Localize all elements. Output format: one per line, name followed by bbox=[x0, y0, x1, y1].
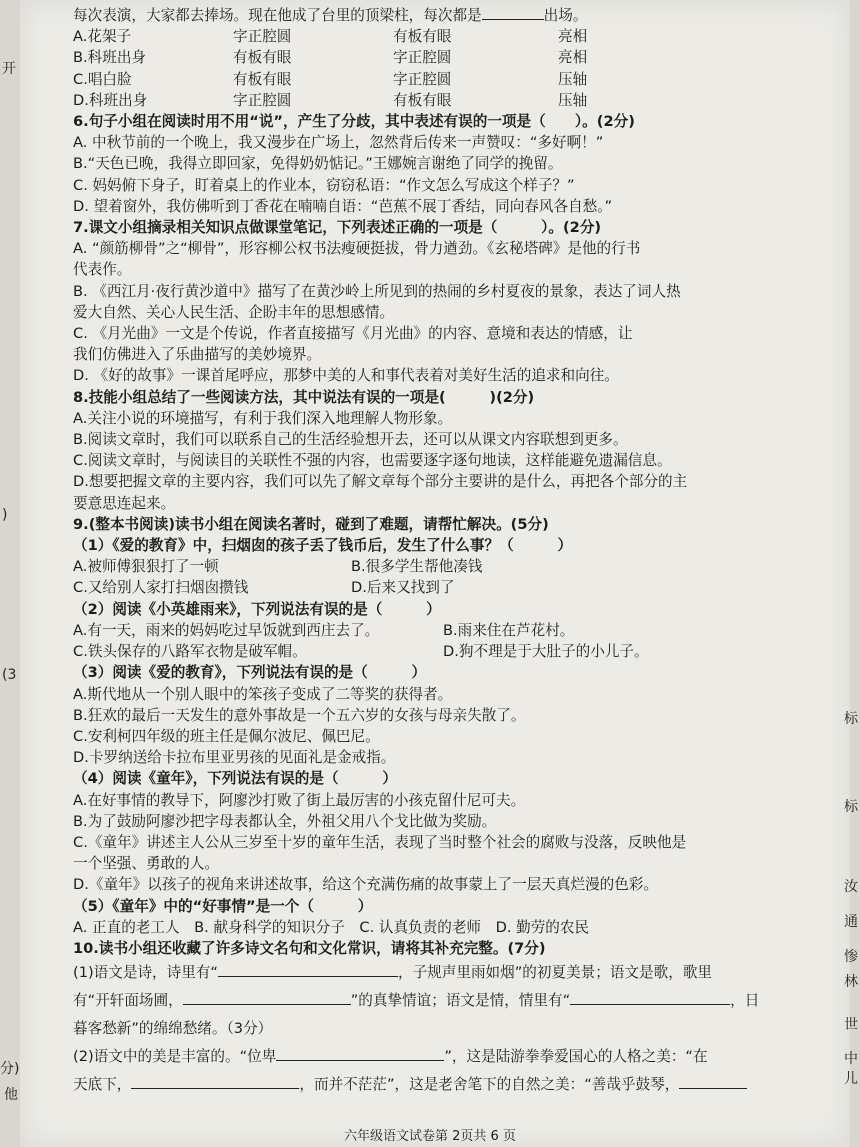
option-d-cont: 要意思连起来。 bbox=[73, 494, 176, 512]
option-c: C. 《月光曲》一文是个传说，作者直接描写《月光曲》的内容、意境和表达的情感，让 bbox=[73, 325, 633, 343]
option-d: D. 望着窗外，我仿佛听到丁香花在喃喃自语：“芭蕉不展丁香结，同向春风各自愁。” bbox=[73, 197, 613, 215]
margin-char: 儿 bbox=[844, 1071, 858, 1087]
option-row: A. 正直的老工人 B. 献身科学的知识分子 C. 认真负责的老师 D. 勤劳的农民 bbox=[73, 918, 590, 936]
margin-char: 标 bbox=[844, 799, 858, 815]
margin-char: 开 bbox=[2, 61, 16, 77]
option-b: B.阅读文章时，我们可以联系自己的生活经验想开去，还可以从课文内容联想到更多。 bbox=[73, 431, 628, 449]
answer-blank[interactable] bbox=[183, 989, 351, 1005]
option-c: C. 妈妈俯下身子，盯着桌上的作业本，窃窃私语：“作文怎么写成这个样子？” bbox=[73, 176, 575, 194]
question-9-5: （5）《童年》中的“好事情”是一个（ ） bbox=[73, 897, 373, 915]
option-row: A.有一天，雨来的妈妈吃过早饭就到西庄去了。 B.雨来住在芦花村。 bbox=[73, 621, 575, 639]
option-a: A. 中秋节前的一个晚上，我又漫步在广场上，忽然背后传来一声赞叹：“多好啊！” bbox=[73, 134, 604, 152]
page-footer: 六年级语文试卷第 2页共 6 页 bbox=[344, 1129, 516, 1144]
question-9-3: （3）阅读《爱的教育》，下列说法有误的是（ ） bbox=[73, 664, 427, 682]
margin-char: 世 bbox=[844, 1017, 858, 1033]
option-c-cont: 一个坚强、勇敢的人。 bbox=[73, 855, 219, 873]
option-row: C.唱白脸 有板有眼 字正腔圆 压轴 bbox=[73, 70, 588, 88]
answer-blank[interactable] bbox=[679, 1073, 747, 1089]
option-d: D.卡罗纳送给卡拉布里亚男孩的见面礼是金戒指。 bbox=[73, 749, 396, 767]
margin-char: 他 bbox=[4, 1087, 18, 1103]
answer-blank[interactable] bbox=[131, 1073, 299, 1089]
option-b: B.狂欢的最后一天发生的意外事故是一个五六岁的女孩与母亲失散了。 bbox=[73, 706, 526, 724]
exam-content bbox=[73, 0, 813, 1099]
question-7: 7.课文小组摘录相关知识点做课堂笔记，下列表述正确的一项是（ ）。(2分) bbox=[73, 219, 602, 237]
option-c: C.安利柯四年级的班主任是佩尔波尼、佩巴尼。 bbox=[73, 727, 380, 745]
option-a: A.关注小说的环境描写，有利于我们深入地理解人物形象。 bbox=[73, 409, 453, 427]
question-9-2: （2）阅读《小英雄雨来》，下列说法有误的是（ ） bbox=[73, 600, 441, 618]
margin-char: 分) bbox=[0, 1061, 20, 1077]
question-5-stem-tail: 每次表演，大家都去捧场。现在他成了台里的顶梁柱，每次都是 出场。 bbox=[73, 4, 813, 26]
right-margin-strip bbox=[842, 0, 860, 1147]
question-10-2-line1: (2)语文中的美是丰富的。“位卑 ”，这是陆游拳拳爱国心的人格之美：“在 bbox=[73, 1043, 813, 1071]
margin-char: 标 bbox=[844, 711, 858, 727]
question-10: 10.读书小组还收藏了许多诗文名句和文化常识，请将其补充完整。(7分) bbox=[73, 939, 546, 957]
question-10-2-line2: 天底下， ，而并不茫茫”，这是老舍笔下的自然之美：“善哉乎鼓琴， bbox=[73, 1071, 813, 1099]
option-c: C.阅读文章时，与阅读目的关联性不强的内容，也需要逐字逐句地读，这样能避免遗漏信息。 bbox=[73, 452, 672, 470]
answer-blank[interactable] bbox=[218, 961, 398, 977]
option-d: D.《童年》以孩子的视角来讲述故事，给这个充满伤痛的故事蒙上了一层天真烂漫的色彩。 bbox=[73, 876, 659, 894]
option-b-cont: 爱大自然、关心人民生活、企盼丰年的思想感情。 bbox=[73, 303, 395, 321]
answer-blank[interactable] bbox=[570, 989, 730, 1005]
option-c-cont: 我们仿佛进入了乐曲描写的美妙境界。 bbox=[73, 346, 322, 364]
option-b: B. 《西江月·夜行黄沙道中》描写了在黄沙岭上所见到的热闹的乡村夏夜的景象，表达了词人热 bbox=[73, 282, 681, 300]
margin-char: 通 bbox=[844, 914, 858, 930]
option-c: C.《童年》讲述主人公从三岁至十岁的童年生活，表现了当时整个社会的腐败与没落，反映他是 bbox=[73, 833, 687, 851]
question-6: 6.句子小组在阅读时用不用“说”，产生了分歧，其中表述有误的一项是（ ）。(2分) bbox=[73, 113, 635, 131]
question-10-1-line3: 暮客愁新”的绵绵愁绪。（3分） bbox=[73, 1020, 273, 1038]
option-row: D.科班出身 字正腔圆 有板有眼 压轴 bbox=[73, 91, 588, 109]
option-d: D. 《好的故事》一课首尾呼应，那梦中美的人和事代表着对美好生活的追求和向往。 bbox=[73, 367, 619, 385]
margin-char: 惨 bbox=[844, 949, 858, 965]
option-d: D.想要把握文章的主要内容，我们可以先了解文章每个部分主要讲的是什么，再把各个部分的主 bbox=[73, 473, 688, 491]
margin-char: (3 bbox=[2, 667, 17, 683]
question-10-1-line1: (1)语文是诗，诗里有“ ，子规声里雨如烟”的初夏美景；语文是歌，歌里 bbox=[73, 959, 813, 987]
option-row: A.被师傅狠狠打了一顿 B.很多学生帮他凑钱 bbox=[73, 558, 483, 576]
option-a: A. “颜筋柳骨”之“柳骨”，形容柳公权书法瘦硬挺拔，骨力遒劲。《玄秘塔碑》是他的行书 bbox=[73, 240, 641, 258]
question-8: 8.技能小组总结了一些阅读方法，其中说法有误的一项是( )(2分) bbox=[73, 388, 535, 406]
question-9-4: （4）阅读《童年》，下列说法有误的是（ ） bbox=[73, 770, 397, 788]
option-b: B.“天色已晚，我得立即回家，免得奶奶惦记。”王娜婉言谢绝了同学的挽留。 bbox=[73, 155, 563, 173]
option-row: A.花架子 字正腔圆 有板有眼 亮相 bbox=[73, 28, 588, 46]
option-b: B.为了鼓励阿廖沙把字母表都认全，外祖父用八个戈比做为奖励。 bbox=[73, 812, 497, 830]
margin-char: ) bbox=[2, 507, 8, 523]
margin-char: 汝 bbox=[844, 879, 858, 895]
question-10-1-line2: 有“开轩面场圃， ”的真挚情谊；语文是情，情里有“ ，日 bbox=[73, 987, 813, 1015]
question-9-1: （1）《爱的教育》中，扫烟囱的孩子丢了钱币后，发生了什么事？（ ） bbox=[73, 537, 573, 555]
option-row: C.铁头保存的八路军衣物是破军帽。 D.狗不理是于大肚子的小儿子。 bbox=[73, 643, 649, 661]
question-9: 9.(整本书阅读)读书小组在阅读名著时，碰到了难题，请帮忙解决。(5分) bbox=[73, 515, 549, 533]
margin-char: 中 bbox=[844, 1051, 858, 1067]
option-row: B.科班出身 有板有眼 字正腔圆 亮相 bbox=[73, 49, 588, 67]
answer-blank[interactable] bbox=[482, 4, 544, 20]
option-row: C.又给别人家打扫烟囱攒钱 D.后来又找到了 bbox=[73, 579, 455, 597]
option-a-cont: 代表作。 bbox=[73, 261, 132, 279]
left-margin-strip bbox=[0, 0, 22, 1147]
answer-blank[interactable] bbox=[276, 1045, 444, 1061]
option-a: A.斯代地从一个别人眼中的笨孩子变成了二等奖的获得者。 bbox=[73, 685, 453, 703]
margin-char: 林 bbox=[844, 974, 858, 990]
option-a: A.在好事情的教导下，阿廖沙打败了街上最厉害的小孩克留什尼可夫。 bbox=[73, 791, 526, 809]
